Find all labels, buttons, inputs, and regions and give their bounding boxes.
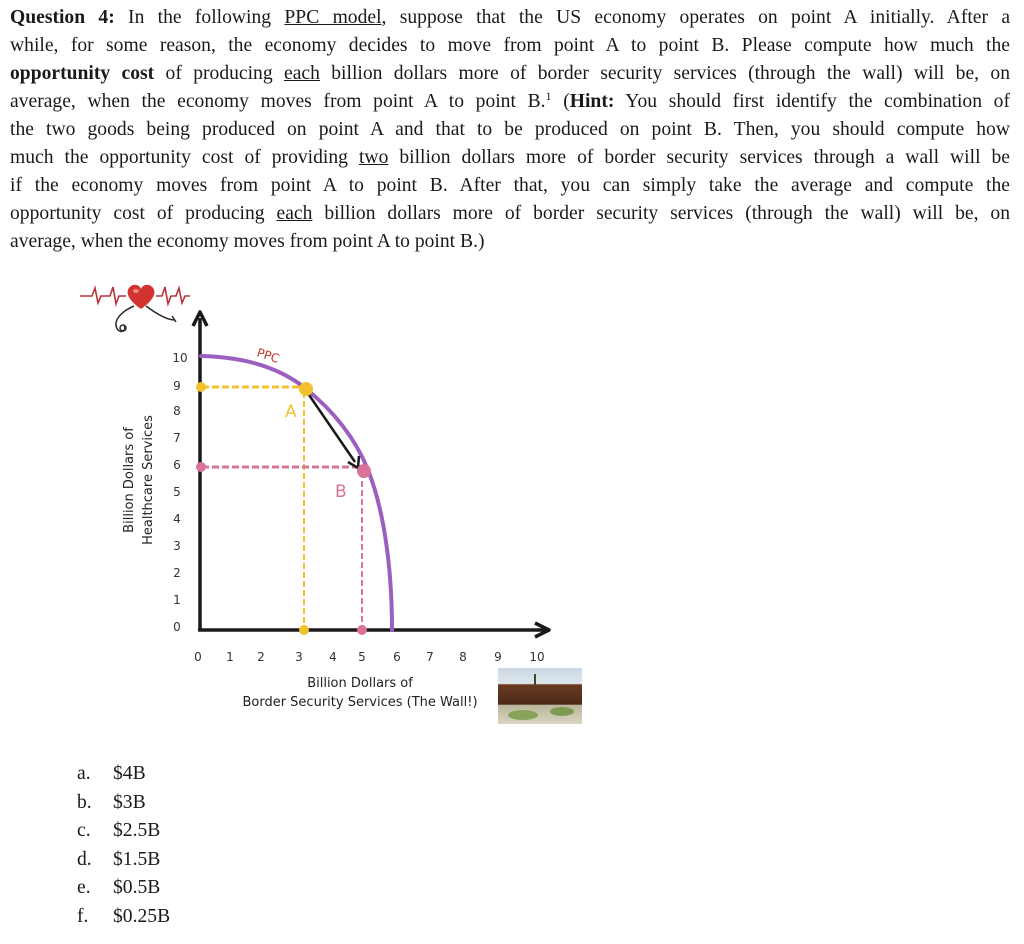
svg-text:1: 1 bbox=[173, 593, 181, 607]
svg-text:3: 3 bbox=[295, 650, 303, 664]
svg-text:2: 2 bbox=[257, 650, 265, 664]
x-tick-labels bbox=[194, 650, 544, 664]
question-line-1: Question 4: In the following PPC model, suppose that the US economy operates on point A initially. After a bbox=[10, 7, 1011, 28]
option-d[interactable]: d. $1.5B bbox=[77, 848, 161, 870]
question-line-6: much the opportunity cost of providing two billion dollars more of border security services through a wall will be bbox=[10, 147, 1011, 168]
option-a[interactable]: a. $4B bbox=[77, 763, 146, 784]
svg-text:10: 10 bbox=[172, 351, 188, 365]
question-line-9: average, when the economy moves from point A to point B.) bbox=[10, 231, 485, 252]
svg-text:9: 9 bbox=[173, 379, 181, 393]
question-line-4: average, when the economy moves from point A to point B.$^1$ (Hint: You should first identify the combination of bbox=[10, 89, 1010, 112]
hint-label: Hint: bbox=[569, 91, 615, 112]
point-a-label: A bbox=[285, 402, 297, 422]
question-label: Question 4: bbox=[10, 7, 115, 28]
question-line-5: the two goods being produced on point A and that to be produced on point B. Then, you should compute how bbox=[10, 119, 1010, 140]
point-b-label: B bbox=[335, 482, 347, 502]
question-line-8: opportunity cost of producing each billion dollars more of border security services (through the wall) will be, on bbox=[10, 203, 1010, 224]
svg-text:6: 6 bbox=[393, 650, 401, 664]
svg-text:7: 7 bbox=[426, 650, 434, 664]
heart-stethoscope-icon bbox=[80, 285, 190, 332]
x-axis-title bbox=[242, 676, 477, 710]
ppc-curve bbox=[201, 356, 392, 630]
point-b-x-marker bbox=[357, 625, 367, 635]
question-text bbox=[10, 4, 1010, 256]
option-b[interactable]: b. $3B bbox=[77, 791, 146, 813]
option-c[interactable]: c. $2.5B bbox=[77, 820, 161, 842]
point-a-y-marker bbox=[196, 382, 206, 392]
point-b-marker bbox=[357, 464, 371, 478]
svg-text:8: 8 bbox=[173, 404, 181, 418]
footnote-marker: 1 bbox=[545, 89, 552, 103]
y-axis-title bbox=[122, 415, 156, 545]
svg-text:4: 4 bbox=[329, 650, 337, 664]
svg-text:5: 5 bbox=[173, 485, 181, 499]
answer-options bbox=[77, 760, 170, 932]
option-f[interactable]: f. $0.25B bbox=[77, 905, 171, 927]
svg-text:6: 6 bbox=[173, 458, 181, 472]
svg-text:2: 2 bbox=[173, 566, 181, 580]
question-line-3: opportunity cost of producing each billion dollars more of border security services (through the wall) will be, on bbox=[10, 63, 1010, 84]
point-a-x-marker bbox=[299, 625, 309, 635]
svg-text:3: 3 bbox=[173, 539, 181, 553]
svg-text:Healthcare Services: Healthcare Services bbox=[141, 415, 156, 545]
svg-text:5: 5 bbox=[358, 650, 366, 664]
question-line-2: while, for some reason, the economy decides to move from point A to point B. Please compute how much the bbox=[10, 35, 1010, 56]
svg-text:1: 1 bbox=[226, 650, 234, 664]
svg-text:4: 4 bbox=[173, 512, 181, 526]
svg-text:8: 8 bbox=[459, 650, 467, 664]
svg-text:0: 0 bbox=[194, 650, 202, 664]
point-a-marker bbox=[299, 382, 313, 396]
guide-lines bbox=[202, 387, 362, 630]
svg-text:Billion Dollars of: Billion Dollars of bbox=[122, 427, 137, 533]
border-wall-photo bbox=[498, 668, 582, 724]
svg-text:9: 9 bbox=[494, 650, 502, 664]
opportunity-cost-bold: opportunity cost bbox=[10, 63, 155, 84]
ppc-label: PPC bbox=[255, 345, 282, 366]
svg-text:10: 10 bbox=[529, 650, 545, 664]
point-b-y-marker bbox=[196, 462, 206, 472]
y-tick-labels bbox=[172, 351, 187, 634]
svg-text:Billion Dollars of: Billion Dollars of bbox=[307, 676, 413, 691]
question-line-7: if the economy moves from point A to point B. After that, you can simply take the average and compute the bbox=[10, 175, 1010, 196]
svg-text:0: 0 bbox=[173, 620, 181, 634]
svg-text:Border Security Services (The: Border Security Services (The Wall!) bbox=[242, 695, 478, 710]
svg-text:7: 7 bbox=[173, 431, 181, 445]
option-e[interactable]: e. $0.5B bbox=[77, 877, 161, 899]
arrow-a-to-b bbox=[307, 392, 359, 468]
ppc-model-underline: PPC model bbox=[284, 7, 382, 28]
